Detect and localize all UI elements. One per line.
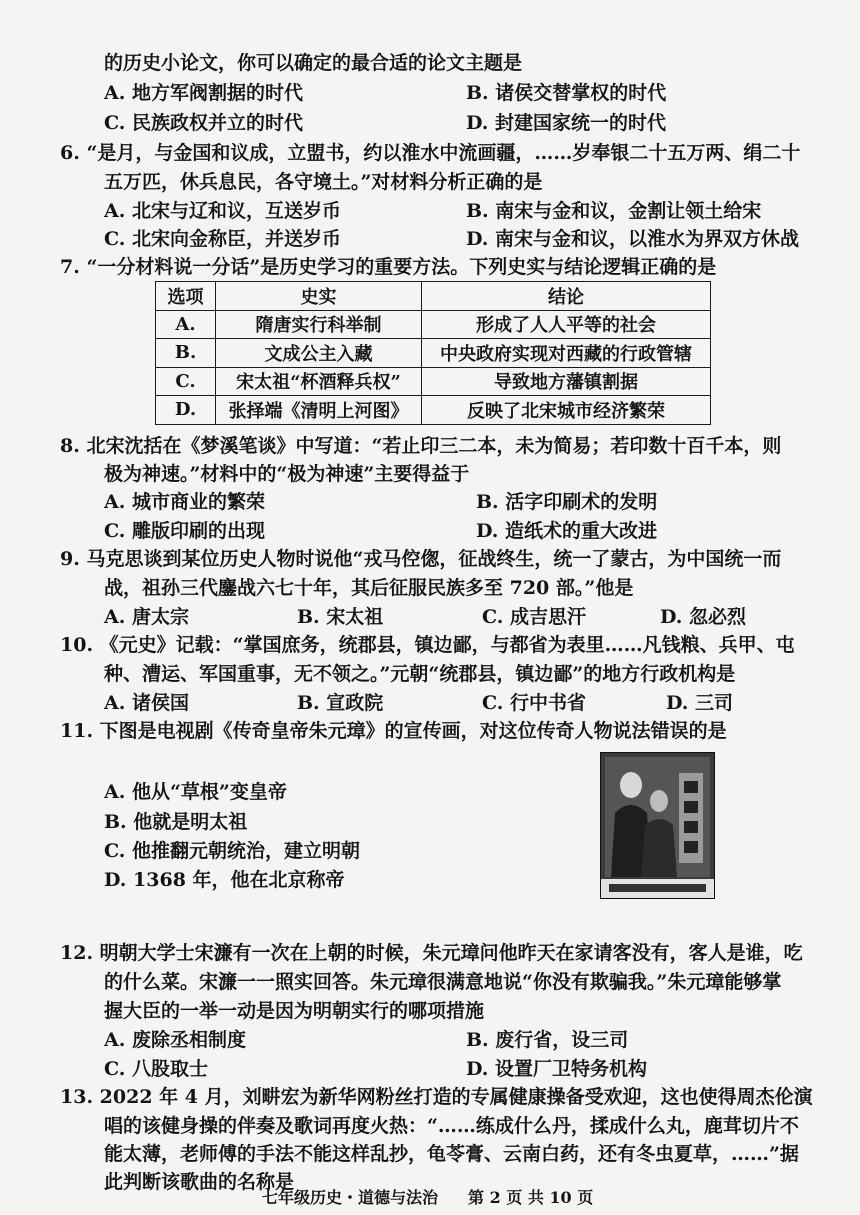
q5-stem: 的历史小论文，你可以确定的最合适的论文主题是: [104, 52, 523, 74]
table-cell: C.: [156, 367, 216, 396]
table-cell: 形成了人人平等的社会: [422, 310, 711, 339]
q9-option-a: A. 唐太宗: [104, 606, 189, 628]
table-cell: B.: [156, 339, 216, 368]
table-header-cell: 选项: [156, 282, 216, 311]
q8-stem-line2: 极为神速。”材料中的“极为神速”主要得益于: [104, 463, 470, 485]
q6-option-c: C. 北宋向金称臣，并送岁币: [104, 228, 342, 250]
footer-subject: 七年级历史・道德与法治: [262, 1188, 439, 1207]
q8-option-c: C. 雕版印刷的出现: [104, 520, 266, 542]
table-cell: 中央政府实现对西藏的行政管辖: [422, 339, 711, 368]
q6-stem-line2: 五万匹，休兵息民，各守境土。”对材料分析正确的是: [104, 171, 543, 193]
q13-stem-line2: 唱的该健身操的伴奏及歌词再度火热：“……练成什么丹，揉成什么丸，鹿茸切片不: [104, 1115, 799, 1137]
q10-option-a: A. 诸侯国: [104, 692, 189, 714]
q10-option-d: D. 三司: [666, 692, 734, 714]
q8-stem-line1: 8. 北宋沈括在《梦溪笔谈》中写道：“若止印三二本，未为简易；若印数十百千本，则: [60, 435, 782, 457]
q11-stem: 11. 下图是电视剧《传奇皇帝朱元璋》的宣传画，对这位传奇人物说法错误的是: [60, 720, 727, 742]
q12-option-d: D. 设置厂卫特务机构: [466, 1058, 648, 1080]
footer-page-number: 第 2 页 共 10 页: [468, 1188, 594, 1207]
q9-stem-line2: 战，祖孙三代鏖战六七十年，其后征服民族多至 720 部。”他是: [104, 577, 634, 599]
q6-option-d: D. 南宋与金和议，以淮水为界双方休战: [466, 228, 800, 250]
table-cell: 反映了北宋城市经济繁荣: [422, 396, 711, 425]
q7-stem: 7. “一分材料说一分话”是历史学习的重要方法。下列史实与结论逻辑正确的是: [60, 256, 717, 278]
q12-option-b: B. 废行省，设三司: [466, 1029, 629, 1051]
q12-option-c: C. 八股取士: [104, 1058, 209, 1080]
q11-option-d: D. 1368 年，他在北京称帝: [104, 869, 345, 891]
q12-stem-line1: 12. 明朝大学士宋濂有一次在上朝的时候，朱元璋问他昨天在家请客没有，客人是谁，吃: [60, 942, 803, 964]
poster-illustration: [601, 753, 714, 898]
q13-stem-line3: 能太薄，老师傅的手法不能这样乱抄，龟苓膏、云南白药，还有冬虫夏草，……”据: [104, 1143, 799, 1165]
q5-option-a: A. 地方军阀割据的时代: [104, 82, 303, 104]
table-header-row: [156, 282, 711, 311]
table-cell: 导致地方藩镇割据: [422, 367, 711, 396]
q10-option-b: B. 宣政院: [297, 692, 384, 714]
q8-option-d: D. 造纸术的重大改进: [476, 520, 658, 542]
q9-stem-line1: 9. 马克思谈到某位历史人物时说他“戎马倥偬，征战终生，统一了蒙古，为中国统一而: [60, 548, 782, 570]
q9-option-d: D. 忽必烈: [660, 606, 747, 628]
q11-option-a: A. 他从“草根”变皇帝: [104, 781, 287, 803]
q10-option-c: C. 行中书省: [482, 692, 587, 714]
q6-option-b: B. 南宋与金和议，金割让领土给宋: [466, 200, 762, 222]
table-row: [156, 367, 711, 396]
q12-stem-line3: 握大臣的一举一动是因为明朝实行的哪项措施: [104, 1000, 485, 1022]
q9-option-c: C. 成吉思汗: [482, 606, 587, 628]
table-cell: 文成公主入藏: [216, 339, 422, 368]
q6-stem-line1: 6. “是月，与金国和议成，立盟书，约以淮水中流画疆，……岁奉银二十五万两、绢二十: [60, 142, 801, 164]
table-cell: 隋唐实行科举制: [216, 310, 422, 339]
q8-option-a: A. 城市商业的繁荣: [104, 491, 265, 513]
table-cell: D.: [156, 396, 216, 425]
table-row: [156, 310, 711, 339]
q7-table: [155, 281, 711, 425]
q6-option-a: A. 北宋与辽和议，互送岁币: [104, 200, 341, 222]
table-cell: 张择端《清明上河图》: [216, 396, 422, 425]
table-cell: 宋太祖“杯酒释兵权”: [216, 367, 422, 396]
q5-option-d: D. 封建国家统一的时代: [466, 112, 667, 134]
table-cell: A.: [156, 310, 216, 339]
q8-option-b: B. 活字印刷术的发明: [476, 491, 658, 513]
q12-option-a: A. 废除丞相制度: [104, 1029, 246, 1051]
drama-poster-image: [600, 752, 715, 899]
table-header-cell: 结论: [422, 282, 711, 311]
q11-option-b: B. 他就是明太祖: [104, 811, 248, 833]
q10-stem-line1: 10. 《元史》记载：“掌国庶务，统郡县，镇边鄙，与都省为表里……凡钱粮、兵甲、屯: [60, 634, 795, 656]
q5-option-c: C. 民族政权并立的时代: [104, 112, 304, 134]
table-header-cell: 史实: [216, 282, 422, 311]
q10-stem-line2: 种、漕运、军国重事，无不领之。”元朝“统郡县，镇边鄙”的地方行政机构是: [104, 663, 736, 685]
q9-option-b: B. 宋太祖: [297, 606, 384, 628]
q5-option-b: B. 诸侯交替掌权的时代: [466, 82, 667, 104]
q12-stem-line2: 的什么菜。宋濂一一照实回答。朱元璋很满意地说“你没有欺骗我。”朱元璋能够掌: [104, 971, 782, 993]
table-row: [156, 396, 711, 425]
table-row: [156, 339, 711, 368]
q13-stem-line1: 13. 2022 年 4 月，刘畊宏为新华网粉丝打造的专属健康操备受欢迎，这也使得周杰伦演: [60, 1086, 813, 1108]
q11-option-c: C. 他推翻元朝统治，建立明朝: [104, 840, 361, 862]
q13-stem-line4: 此判断该歌曲的名称是: [104, 1171, 295, 1193]
